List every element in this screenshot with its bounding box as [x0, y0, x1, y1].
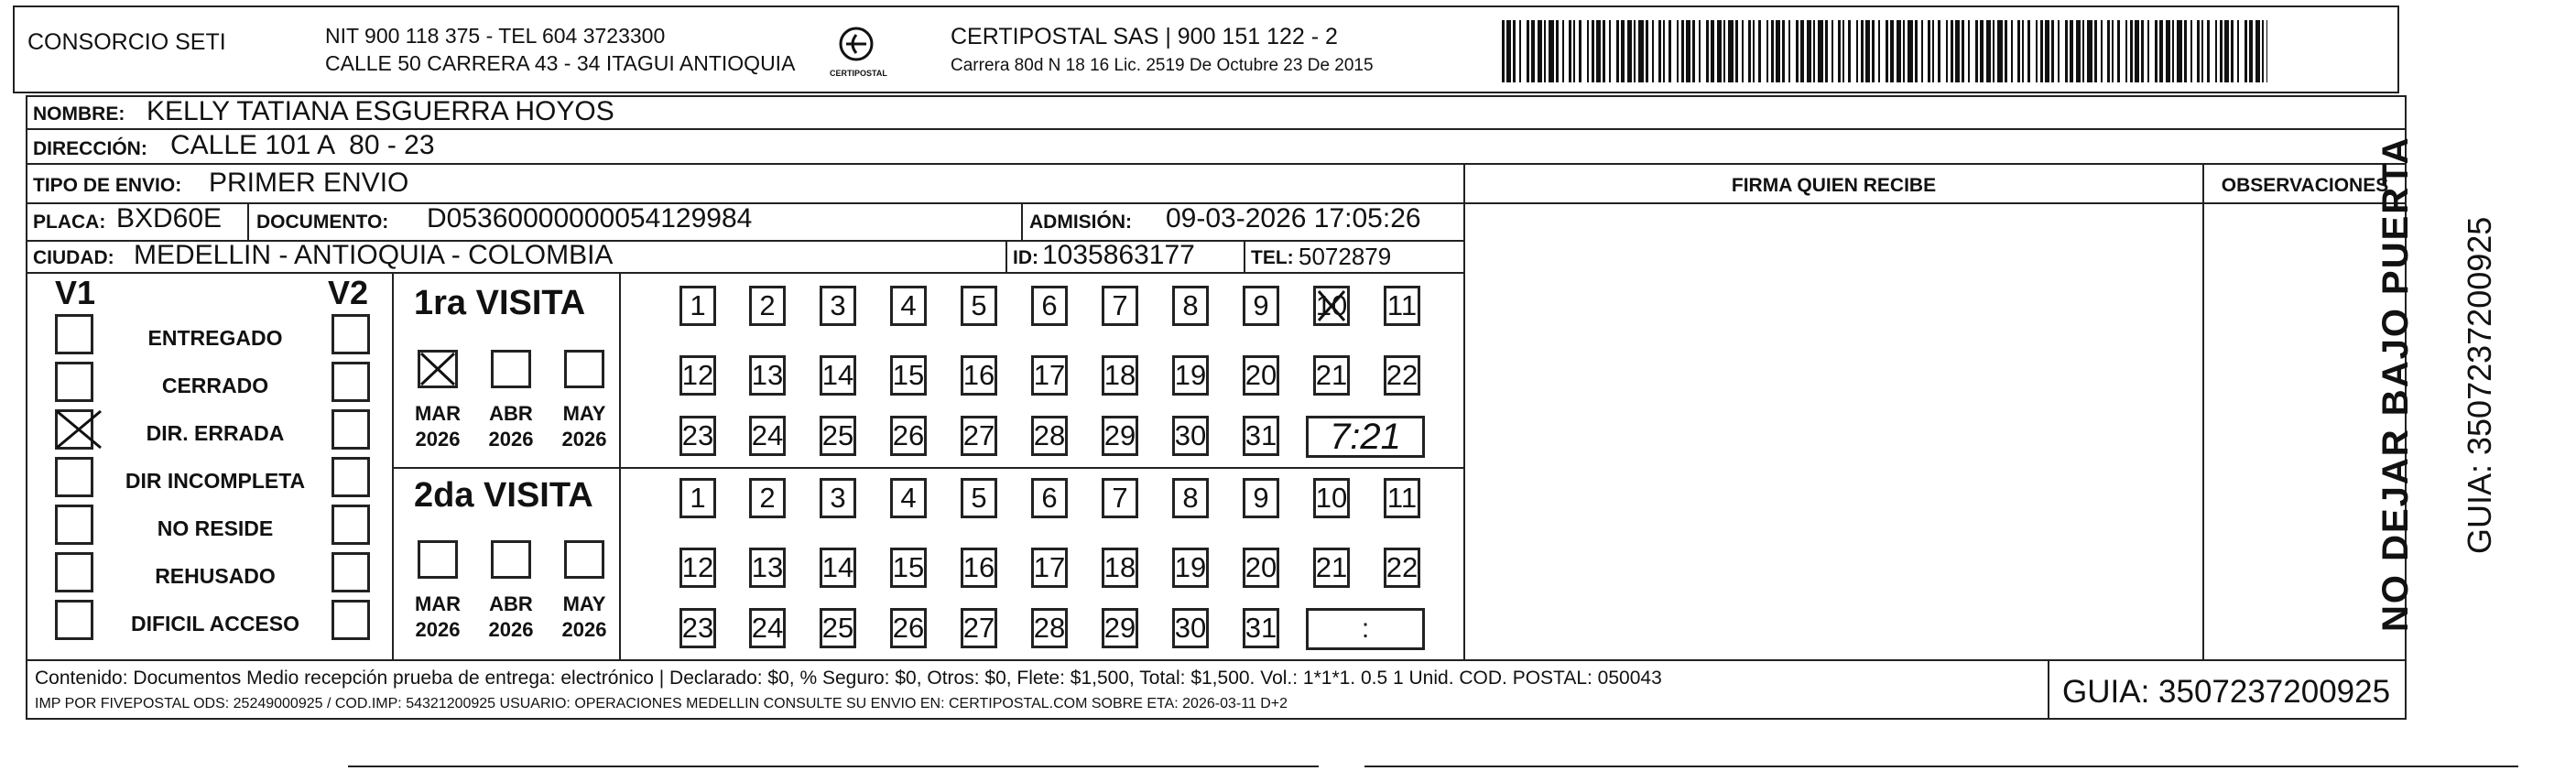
- day-box[interactable]: 27: [961, 608, 997, 648]
- day-box[interactable]: 11: [1384, 478, 1420, 518]
- day-box[interactable]: 15: [890, 355, 927, 396]
- day-box[interactable]: 27: [961, 416, 997, 456]
- barcode-bar: [2058, 20, 2060, 82]
- vrule-placa: [247, 202, 249, 240]
- tel-value: 5072879: [1299, 243, 1392, 270]
- barcode-bar: [1592, 20, 1594, 82]
- certipostal-logo-icon: [833, 24, 879, 75]
- day-box[interactable]: 9: [1243, 478, 1279, 518]
- barcode-bar: [2117, 20, 2120, 82]
- barcode-bar: [1728, 20, 1734, 82]
- day-box[interactable]: 30: [1172, 608, 1209, 648]
- first-visit-title: 1ra VISITA: [414, 284, 586, 322]
- barcode-bar: [2220, 20, 2223, 82]
- barcode: [1502, 20, 2271, 82]
- barcode-bar: [2231, 20, 2234, 82]
- time-box[interactable]: 7:21: [1306, 416, 1425, 458]
- barcode-bar: [1986, 20, 1991, 82]
- day-box[interactable]: 5: [961, 286, 997, 326]
- nombre-label: NOMBRE:: [33, 103, 125, 125]
- barcode-bar: [2159, 20, 2163, 82]
- day-box[interactable]: 10: [1313, 478, 1350, 518]
- barcode-bar: [2262, 20, 2264, 82]
- status-label: DIFICIL ACCESO: [130, 612, 299, 635]
- barcode-bar: [2155, 20, 2158, 82]
- day-box[interactable]: 24: [749, 608, 786, 648]
- year-label: 2026: [415, 428, 461, 451]
- footer-guia: GUIA: 3507237200925: [2062, 674, 2391, 710]
- barcode-bar: [1903, 20, 1905, 82]
- second-visit-title: 2da VISITA: [414, 476, 593, 515]
- barcode-bar: [1825, 20, 1828, 82]
- day-box[interactable]: 8: [1172, 286, 1209, 326]
- v1-checkbox[interactable]: [55, 552, 93, 592]
- year-label: 2026: [488, 618, 534, 641]
- barcode-bar: [2082, 20, 2084, 82]
- month-checkbox[interactable]: [418, 540, 458, 579]
- barcode-bar: [1609, 20, 1611, 82]
- placa-label: PLACA:: [33, 212, 106, 233]
- barcode-bar: [2005, 20, 2007, 82]
- barcode-bar: [2255, 20, 2260, 82]
- barcode-bar: [1538, 20, 1542, 82]
- barcode-bar: [1915, 20, 1918, 82]
- barcode-bar: [1723, 20, 1725, 82]
- day-box[interactable]: 30: [1172, 416, 1209, 456]
- month-checked-mark: [418, 350, 458, 388]
- barcode-bar: [1842, 20, 1844, 82]
- barcode-bar: [1513, 20, 1516, 82]
- barcode-bar: [1663, 20, 1665, 82]
- barcode-bar: [1527, 20, 1529, 82]
- barcode-bar: [2201, 20, 2203, 82]
- month-checkbox[interactable]: [564, 350, 604, 388]
- month-checkbox[interactable]: [491, 540, 531, 579]
- barcode-bar: [1634, 20, 1636, 82]
- barcode-bar: [2207, 20, 2210, 82]
- vrule-admision: [1021, 202, 1023, 240]
- barcode-bar: [1872, 20, 1875, 82]
- barcode-bar: [2177, 20, 2182, 82]
- day-box[interactable]: 7: [1102, 286, 1138, 326]
- day-box[interactable]: 31: [1243, 416, 1279, 456]
- barcode-bar: [2076, 20, 2081, 82]
- barcode-bar: [2070, 20, 2073, 82]
- rule-2: [26, 163, 2407, 165]
- barcode-bar: [2027, 20, 2030, 82]
- v2-checkbox[interactable]: [332, 505, 370, 545]
- day-box[interactable]: 24: [749, 416, 786, 456]
- barcode-bar: [1627, 20, 1632, 82]
- address-line: CALLE 50 CARRERA 43 - 34 ITAGUI ANTIOQUIA: [325, 51, 796, 75]
- day-box[interactable]: 21: [1313, 548, 1350, 588]
- v1-checked-mark: [53, 407, 104, 451]
- day-box[interactable]: 6: [1031, 478, 1068, 518]
- barcode-bar: [1652, 20, 1654, 82]
- barcode-bar: [1692, 20, 1695, 82]
- barcode-bar: [1587, 20, 1589, 82]
- day-box[interactable]: 18: [1102, 548, 1138, 588]
- day-box[interactable]: 20: [1243, 548, 1279, 588]
- direccion-label: DIRECCIÓN:: [33, 138, 147, 159]
- day-box[interactable]: 29: [1102, 416, 1138, 456]
- tipo-label: TIPO DE ENVIO:: [33, 175, 182, 196]
- barcode-bar: [2040, 20, 2043, 82]
- license-line: Carrera 80d N 18 16 Lic. 2519 De Octubre 23 De 2015: [951, 56, 1374, 75]
- tel-label: TEL:: [1251, 247, 1294, 268]
- day-box[interactable]: 12: [679, 548, 716, 588]
- barcode-bar: [1519, 20, 1521, 82]
- barcode-bar: [2190, 20, 2192, 82]
- v2-checkbox[interactable]: [332, 409, 370, 450]
- barcode-bar: [1997, 20, 2003, 82]
- vrule-footer-guia: [2048, 659, 2049, 720]
- barcode-bar: [1928, 20, 1930, 82]
- barcode-bar: [2215, 20, 2217, 82]
- barcode-bar: [2011, 20, 2013, 82]
- month-label: ABR: [489, 402, 533, 425]
- month-label: ABR: [489, 592, 533, 615]
- no-dejar-bajo-puerta: NO DEJAR BAJO PUERTA: [2375, 136, 2416, 632]
- day-box[interactable]: 2: [749, 286, 786, 326]
- month-label: MAY: [562, 592, 606, 615]
- day-box[interactable]: 11: [1384, 286, 1420, 326]
- barcode-bar: [1717, 20, 1722, 82]
- barcode-bar: [1735, 20, 1738, 82]
- month-label: MAR: [414, 402, 462, 425]
- barcode-bar: [2130, 20, 2133, 82]
- month-checkbox[interactable]: [564, 540, 604, 579]
- barcode-bar: [1766, 20, 1768, 82]
- day-box[interactable]: 1: [679, 478, 716, 518]
- barcode-bar: [1878, 20, 1880, 82]
- tipo-value: PRIMER ENVIO: [209, 168, 409, 198]
- certipostal-logo-text: CERTIPOSTAL: [830, 69, 887, 78]
- barcode-bar: [1638, 20, 1644, 82]
- barcode-bar: [1848, 20, 1851, 82]
- barcode-bar: [1699, 20, 1701, 82]
- barcode-bar: [2065, 20, 2068, 82]
- status-label: DIR INCOMPLETA: [125, 469, 306, 493]
- barcode-bar: [1962, 20, 1964, 82]
- day-box[interactable]: 22: [1384, 548, 1420, 588]
- barcode-bar: [1658, 20, 1661, 82]
- day-box[interactable]: 25: [820, 608, 856, 648]
- ciudad-label: CIUDAD:: [33, 247, 114, 268]
- documento-label: DOCUMENTO:: [256, 212, 389, 233]
- vrule-status: [392, 272, 394, 659]
- ciudad-value: MEDELLIN - ANTIOQUIA - COLOMBIA: [134, 240, 614, 270]
- barcode-bar: [2051, 20, 2054, 82]
- footer-imp: IMP POR FIVEPOSTAL ODS: 25249000925 / COD.IMP: 54321200925 USUARIO: OPERACIONES MEDELLIN CONSULTE SU ENVIO EN: CERTIPOSTAL.COM SOBRE ETA: 2026-03-11 D+2: [35, 696, 1288, 711]
- barcode-bar: [2125, 20, 2127, 82]
- day-box[interactable]: 12: [679, 355, 716, 396]
- day-box[interactable]: 17: [1031, 548, 1068, 588]
- v2-checkbox[interactable]: [332, 552, 370, 592]
- v1-checkbox[interactable]: [55, 314, 93, 354]
- footer-contenido: Contenido: Documentos Medio recepción prueba de entrega: electrónico | Declarado: $0, % Seguro: $0, Otros: $0, Flete: $1,500, Total: $1,500. Vol.: 1*1*1. 0.5 1 Unid. COD. POSTAL: 050043: [35, 668, 1662, 689]
- day-box[interactable]: 26: [890, 416, 927, 456]
- barcode-bar: [2087, 20, 2092, 82]
- barcode-bar: [1975, 20, 1978, 82]
- id-label: ID:: [1013, 247, 1038, 268]
- barcode-bar: [2141, 20, 2144, 82]
- year-label: 2026: [415, 618, 461, 641]
- rule-footer: [26, 659, 2407, 661]
- barcode-bar: [1993, 20, 1994, 82]
- vrule-id: [1005, 240, 1007, 272]
- day-box[interactable]: 3: [820, 286, 856, 326]
- barcode-bar: [1782, 20, 1785, 82]
- day-box[interactable]: 23: [679, 416, 716, 456]
- barcode-bar: [2112, 20, 2114, 82]
- admision-label: ADMISIÓN:: [1029, 212, 1132, 233]
- day-box[interactable]: 9: [1243, 286, 1279, 326]
- cut-line-right: [1364, 766, 2518, 767]
- barcode-bar: [2237, 20, 2239, 82]
- barcode-bar: [1807, 20, 1811, 82]
- day-box[interactable]: 28: [1031, 416, 1068, 456]
- barcode-bar: [2017, 20, 2020, 82]
- month-label: MAY: [562, 402, 606, 425]
- day-box[interactable]: 21: [1313, 355, 1350, 396]
- v1-checkbox[interactable]: [55, 362, 93, 402]
- barcode-bar: [1686, 20, 1690, 82]
- v1-checkbox[interactable]: [55, 600, 93, 640]
- barcode-bar: [1596, 20, 1601, 82]
- barcode-bar: [1758, 20, 1761, 82]
- day-box[interactable]: 14: [820, 548, 856, 588]
- day-box[interactable]: 19: [1172, 355, 1209, 396]
- barcode-bar: [1748, 20, 1751, 82]
- barcode-bar: [1831, 20, 1833, 82]
- status-label: ENTREGADO: [147, 326, 283, 350]
- barcode-bar: [1921, 20, 1923, 82]
- barcode-bar: [1968, 20, 1970, 82]
- day-box[interactable]: 22: [1384, 355, 1420, 396]
- v2-checkbox[interactable]: [332, 457, 370, 497]
- firma-header: FIRMA QUIEN RECIBE: [1731, 175, 1937, 196]
- certi-line: CERTIPOSTAL SAS | 900 151 122 - 2: [951, 24, 1338, 49]
- barcode-bar: [2266, 20, 2267, 82]
- v1-label: V1: [55, 274, 96, 311]
- barcode-bar: [1856, 20, 1858, 82]
- side-guia: GUIA: 3507237200925: [2461, 216, 2498, 554]
- day-box[interactable]: 31: [1243, 608, 1279, 648]
- barcode-bar: [2147, 20, 2149, 82]
- barcode-bar: [1838, 20, 1841, 82]
- barcode-bar: [1818, 20, 1823, 82]
- barcode-bar: [2022, 20, 2024, 82]
- barcode-bar: [1621, 20, 1625, 82]
- barcode-bar: [1776, 20, 1780, 82]
- rule-5: [26, 272, 1463, 274]
- barcode-bar: [1771, 20, 1774, 82]
- day-box[interactable]: 23: [679, 608, 716, 648]
- barcode-bar: [1616, 20, 1619, 82]
- barcode-bar: [2036, 20, 2038, 82]
- barcode-bar: [2184, 20, 2187, 82]
- status-label: CERRADO: [161, 374, 269, 397]
- admision-value: 09-03-2026 17:05:26: [1166, 203, 1421, 233]
- year-label: 2026: [561, 428, 607, 451]
- barcode-bar: [1753, 20, 1755, 82]
- barcode-bar: [1865, 20, 1870, 82]
- day-box[interactable]: 18: [1102, 355, 1138, 396]
- v1-checkbox[interactable]: [55, 505, 93, 545]
- barcode-bar: [1569, 20, 1571, 82]
- barcode-bar: [1646, 20, 1648, 82]
- barcode-bar: [1980, 20, 1984, 82]
- day-box[interactable]: 16: [961, 355, 997, 396]
- barcode-bar: [2094, 20, 2097, 82]
- day-box[interactable]: 19: [1172, 548, 1209, 588]
- time-box[interactable]: :: [1306, 608, 1425, 650]
- day-checked-mark: [1315, 288, 1348, 324]
- barcode-bar: [1603, 20, 1605, 82]
- direccion-value: CALLE 101 A 80 - 23: [170, 130, 435, 160]
- vrule-firma: [1463, 163, 1465, 659]
- day-box[interactable]: 1: [679, 286, 716, 326]
- barcode-bar: [1677, 20, 1679, 82]
- day-box[interactable]: 25: [820, 416, 856, 456]
- day-box[interactable]: 13: [749, 355, 786, 396]
- documento-value: D05360000000054129984: [427, 203, 753, 233]
- day-box[interactable]: 20: [1243, 355, 1279, 396]
- barcode-bar: [1800, 20, 1804, 82]
- barcode-bar: [2135, 20, 2139, 82]
- barcode-bar: [2244, 20, 2247, 82]
- barcode-bar: [1813, 20, 1815, 82]
- barcode-bar: [1573, 20, 1575, 82]
- barcode-bar: [1706, 20, 1709, 82]
- barcode-bar: [1788, 20, 1790, 82]
- rule-6: [392, 467, 1463, 469]
- status-label: DIR. ERRADA: [146, 421, 285, 445]
- barcode-bar: [2166, 20, 2170, 82]
- v2-checkbox[interactable]: [332, 362, 370, 402]
- day-box[interactable]: 5: [961, 478, 997, 518]
- barcode-bar: [1951, 20, 1953, 82]
- barcode-bar: [1796, 20, 1799, 82]
- vrule-months: [619, 272, 621, 659]
- day-box[interactable]: 28: [1031, 608, 1068, 648]
- day-box[interactable]: 13: [749, 548, 786, 588]
- barcode-bar: [1681, 20, 1684, 82]
- v2-label: V2: [328, 274, 369, 311]
- day-box[interactable]: 4: [890, 286, 927, 326]
- barcode-bar: [2045, 20, 2049, 82]
- barcode-bar: [2224, 20, 2229, 82]
- barcode-bar: [2249, 20, 2253, 82]
- barcode-bar: [1955, 20, 1960, 82]
- barcode-bar: [1531, 20, 1535, 82]
- barcode-bar: [1556, 20, 1559, 82]
- barcode-bar: [1502, 20, 1505, 82]
- barcode-bar: [1861, 20, 1864, 82]
- barcode-bar: [1946, 20, 1948, 82]
- barcode-bar: [1506, 20, 1511, 82]
- barcode-bar: [2197, 20, 2200, 82]
- status-label: REHUSADO: [155, 564, 276, 588]
- barcode-bar: [1579, 20, 1581, 82]
- year-label: 2026: [561, 618, 607, 641]
- cut-line-left: [348, 766, 1319, 767]
- day-box[interactable]: 4: [890, 478, 927, 518]
- nombre-value: KELLY TATIANA ESGUERRA HOYOS: [147, 96, 614, 126]
- day-box[interactable]: 2: [749, 478, 786, 518]
- vrule-obs: [2202, 163, 2204, 659]
- observaciones-header: OBSERVACIONES: [2221, 175, 2389, 196]
- month-label: MAR: [414, 592, 462, 615]
- day-box[interactable]: 6: [1031, 286, 1068, 326]
- day-box[interactable]: 15: [890, 548, 927, 588]
- barcode-bar: [1908, 20, 1913, 82]
- v1-checkbox[interactable]: [55, 457, 93, 497]
- day-box[interactable]: 8: [1172, 478, 1209, 518]
- status-label: NO RESIDE: [157, 516, 274, 540]
- day-box[interactable]: 16: [961, 548, 997, 588]
- v2-checkbox[interactable]: [332, 314, 370, 354]
- barcode-bar: [1549, 20, 1554, 82]
- day-box[interactable]: 10: [1313, 286, 1350, 326]
- barcode-bar: [1886, 20, 1888, 82]
- barcode-bar: [1897, 20, 1901, 82]
- placa-value: BXD60E: [116, 203, 223, 233]
- barcode-bar: [1544, 20, 1546, 82]
- month-checkbox[interactable]: [491, 350, 531, 388]
- day-box[interactable]: 29: [1102, 608, 1138, 648]
- day-box[interactable]: 3: [820, 478, 856, 518]
- day-box[interactable]: 17: [1031, 355, 1068, 396]
- day-box[interactable]: 7: [1102, 478, 1138, 518]
- barcode-bar: [1932, 20, 1934, 82]
- company-name: CONSORCIO SETI: [27, 29, 226, 55]
- barcode-bar: [1562, 20, 1564, 82]
- barcode-bar: [2172, 20, 2174, 82]
- barcode-bar: [1711, 20, 1714, 82]
- barcode-bar: [2107, 20, 2110, 82]
- vrule-tel: [1244, 240, 1245, 272]
- id-value: 1035863177: [1042, 240, 1195, 270]
- day-box[interactable]: 26: [890, 608, 927, 648]
- barcode-bar: [1890, 20, 1894, 82]
- day-box[interactable]: 14: [820, 355, 856, 396]
- v2-checkbox[interactable]: [332, 600, 370, 640]
- barcode-bar: [1742, 20, 1744, 82]
- nit-line: NIT 900 118 375 - TEL 604 3723300: [325, 24, 666, 48]
- barcode-bar: [1668, 20, 1671, 82]
- year-label: 2026: [488, 428, 534, 451]
- barcode-bar: [2101, 20, 2103, 82]
- barcode-bar: [1938, 20, 1940, 82]
